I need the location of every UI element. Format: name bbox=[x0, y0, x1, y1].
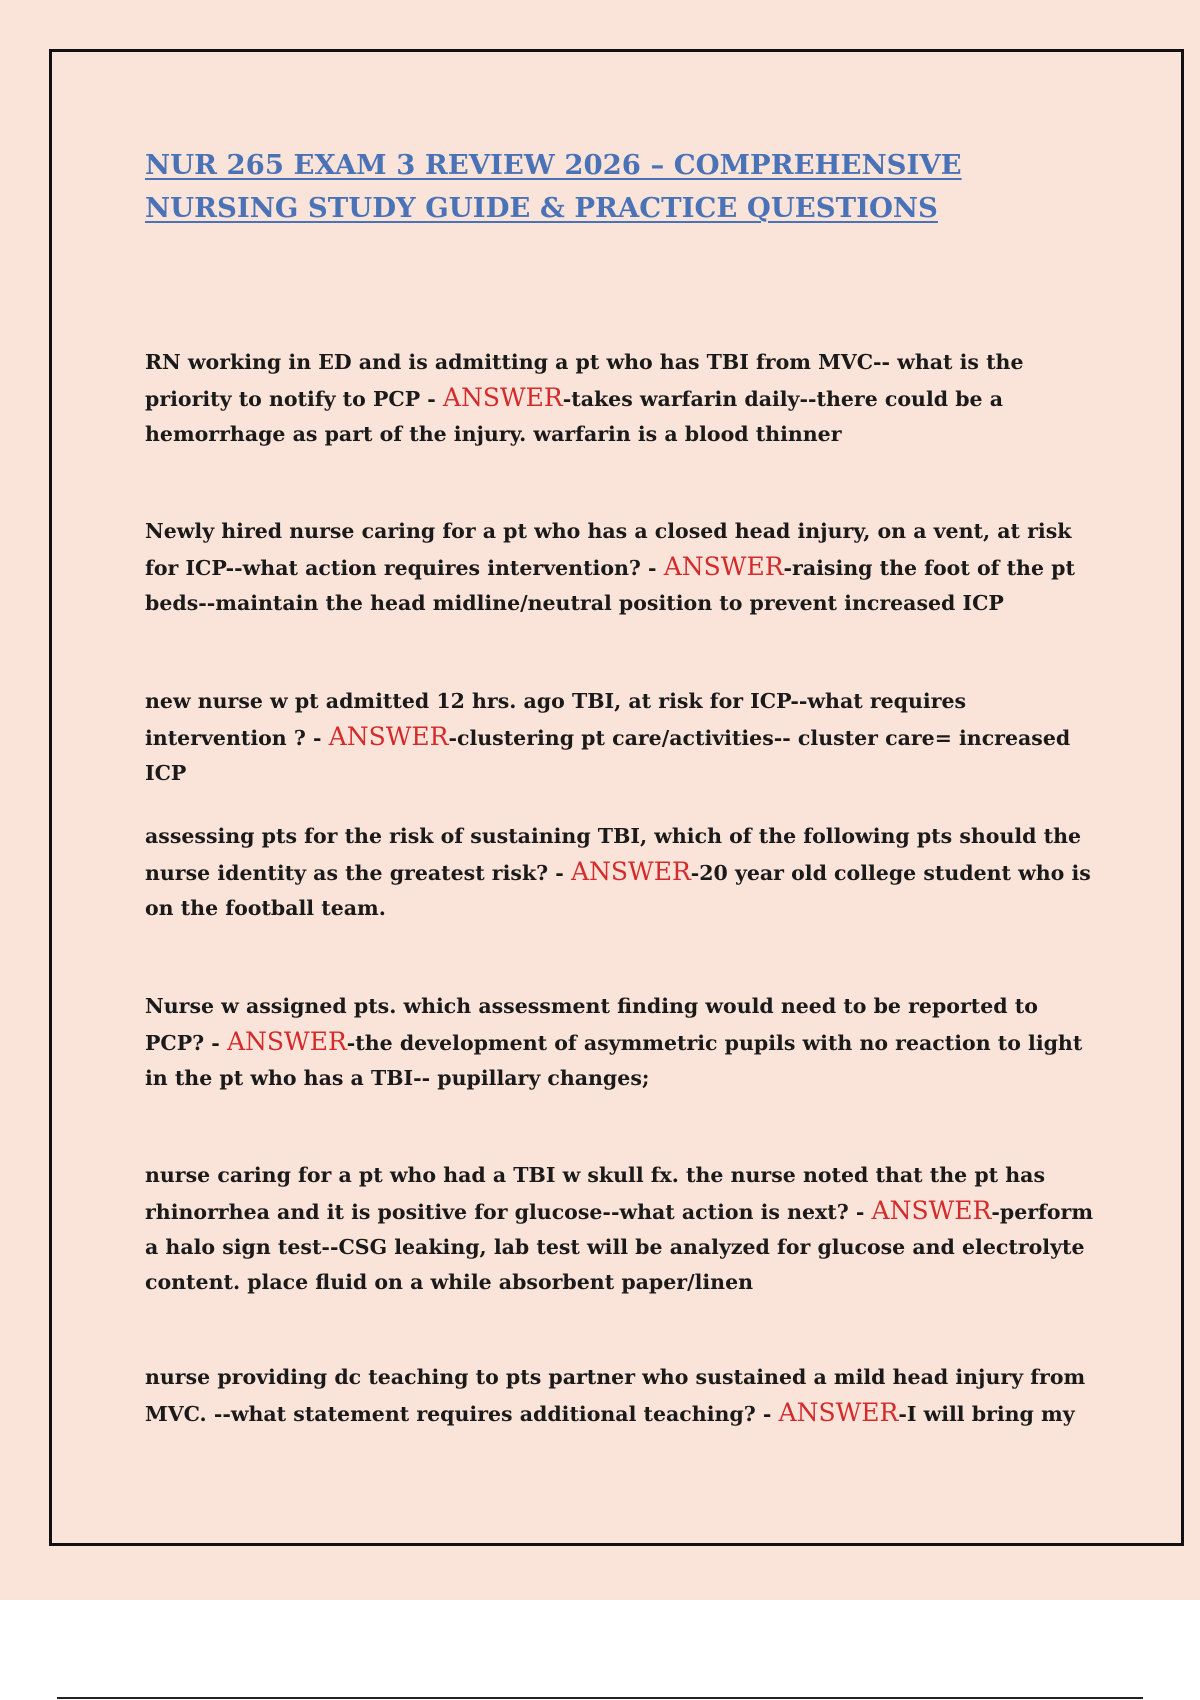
answer-label: ANSWER bbox=[663, 552, 784, 581]
qa-item-3 bbox=[145, 684, 1100, 791]
qa-item-7 bbox=[145, 1360, 1100, 1432]
question-text: assessing pts for the risk of sustaining TBI, which of the following pts should the nurse identity as the greatest risk? - bbox=[145, 824, 1082, 885]
answer-text: -I will bring my bbox=[898, 1402, 1075, 1426]
answer-label: ANSWER bbox=[871, 1196, 992, 1225]
question-text: Newly hired nurse caring for a pt who has a closed head injury, on a vent, at risk for ICP--what action requires intervention? - bbox=[145, 519, 1072, 580]
answer-text: -raising the foot of the pt beds--maintain the head midline/neutral position to prevent increased ICP bbox=[145, 556, 1075, 615]
question-text: RN working in ED and is admitting a pt who has TBI from MVC-- what is the priority to notify to PCP - bbox=[145, 350, 1024, 411]
qa-item-2 bbox=[145, 514, 1100, 621]
question-text: nurse providing dc teaching to pts partner who sustained a mild head injury from MVC. --what statement requires additional teaching? - bbox=[145, 1365, 1086, 1426]
qa-item-1 bbox=[145, 345, 1100, 452]
answer-label: ANSWER bbox=[328, 722, 449, 751]
answer-text: -20 year old college student who is on the football team. bbox=[145, 861, 1091, 920]
page-border bbox=[49, 49, 1184, 1546]
answer-label: ANSWER bbox=[778, 1398, 899, 1427]
qa-item-6 bbox=[145, 1158, 1100, 1300]
footer-rule bbox=[57, 1697, 1143, 1699]
answer-text: -the development of asymmetric pupils with no reaction to light in the pt who has a TBI-- pupillary changes; bbox=[145, 1031, 1083, 1090]
answer-text: -takes warfarin daily--there could be a hemorrhage as part of the injury. warfarin is a blood thinner bbox=[145, 387, 1003, 446]
question-text: nurse caring for a pt who had a TBI w skull fx. the nurse noted that the pt has rhinorrhea and it is positive for glucose--what action is next? - bbox=[145, 1163, 1045, 1224]
answer-text: -perform a halo sign test--CSG leaking, lab test will be analyzed for glucose and electrolyte content. place fluid on a while absorbent paper/linen bbox=[145, 1200, 1094, 1294]
qa-item-4 bbox=[145, 819, 1100, 926]
document-title: NUR 265 EXAM 3 REVIEW 2026 – COMPREHENSIVE NURSING STUDY GUIDE & PRACTICE QUESTIONS bbox=[145, 149, 962, 224]
answer-label: ANSWER bbox=[570, 857, 691, 886]
answer-label: ANSWER bbox=[442, 383, 563, 412]
answer-label: ANSWER bbox=[226, 1027, 347, 1056]
qa-item-5 bbox=[145, 989, 1100, 1096]
question-text: new nurse w pt admitted 12 hrs. ago TBI, at risk for ICP--what requires intervention ? - bbox=[145, 689, 967, 750]
question-text: Nurse w assigned pts. which assessment finding would need to be reported to PCP? - bbox=[145, 994, 1038, 1055]
answer-text: -clustering pt care/activities-- cluster care= increased ICP bbox=[145, 726, 1071, 785]
